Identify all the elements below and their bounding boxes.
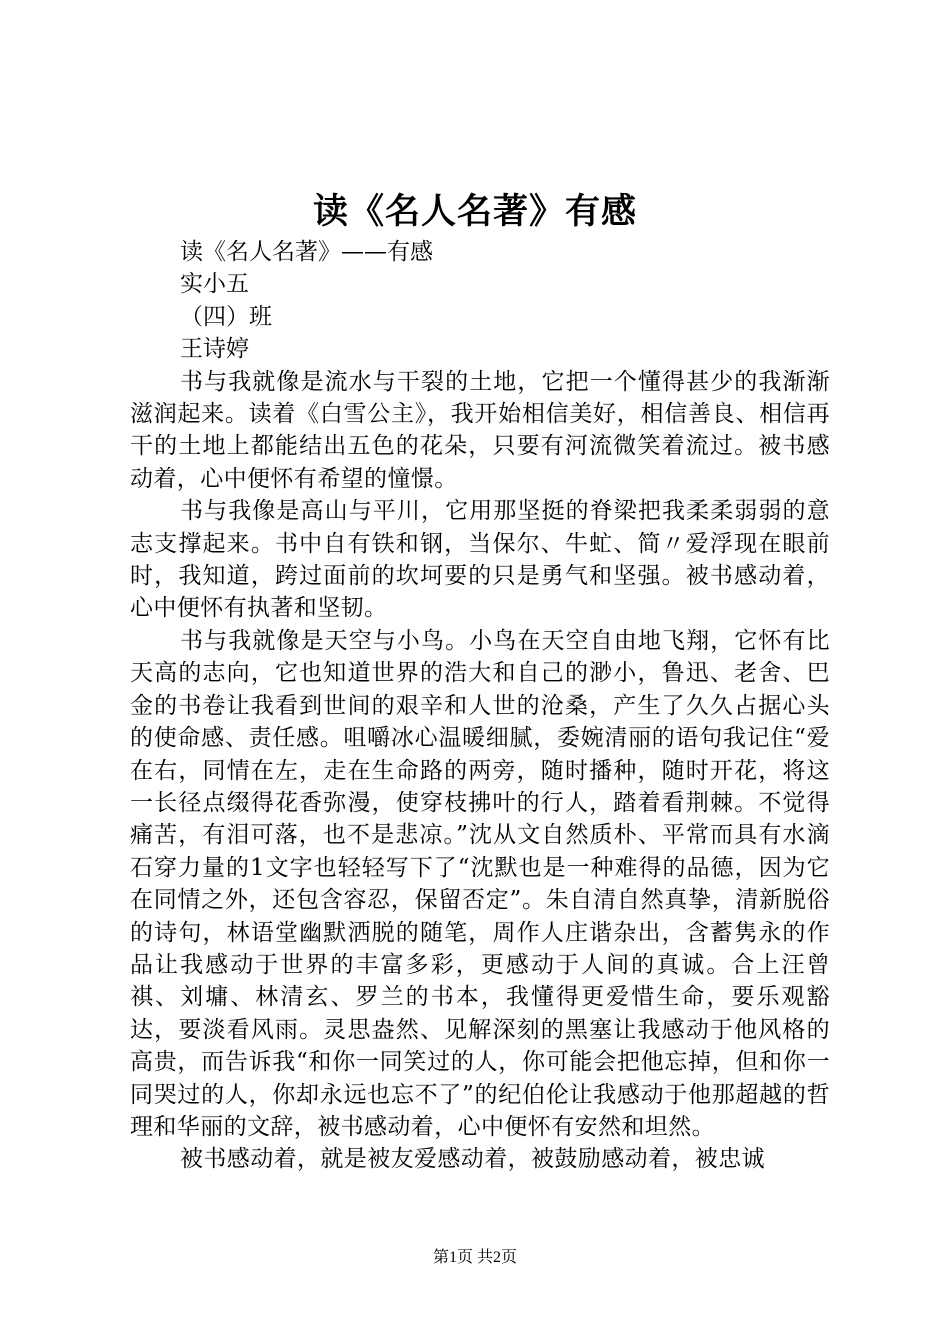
subtitle-line: 读《名人名著》——有感: [180, 239, 433, 265]
document-title: 读《名人名著》有感: [312, 192, 637, 232]
paragraph: 书与我像是高山与平川，它用那坚挺的脊梁把我柔柔弱弱的意志支撑起来。书中自有铁和钢，当保尔、牛虻、简〃爱浮现在眼前时，我知道，跨过面前的坎坷要的只是勇气和坚强。被书感动着，心中便怀有执著和坚韧。: [130, 498, 830, 622]
paragraph: 书与我就像是天空与小鸟。小鸟在天空自由地飞翔，它怀有比天高的志向，它也知道世界的浩大和自己的渺小，鲁迅、老舍、巴金的书卷让我看到世间的艰辛和人世的沧桑，产生了久久占据心头的使命感、责任感。咀嚼冰心温暖细腻，委婉清丽的语句我记住“爱在右，同情在左，走在生命路的两旁，随时播种，随时开花，将这一长径点缀得花香弥漫，使穿枝拂叶的行人，踏着看荆棘。不觉得痛苦，有泪可落，也不是悲凉。”沈从文自然质朴、平常而具有水滴石穿力量的1文字也轻轻写下了“沈默也是一种难得的品德，因为它在同情之外，还包含容忍，保留否定”。朱自清自然真挚，清新脱俗的诗句，林语堂幽默洒脱的随笔，周作人庄谐杂出，含蓄隽永的作品让我感动于世界的丰富多彩，更感动于人间的真诚。合上汪曾祺、刘墉、林清玄、罗兰的书本，我懂得更爱惜生命，要乐观豁达，要淡看风雨。灵思盎然、见解深刻的黑塞让我感动于他风格的高贵，而告诉我“和你一同笑过的人，你可能会把他忘掉，但和你一同哭过的人，你却永远也忘不了”的纪伯伦让我感动于他那超越的哲理和华丽的文辞，被书感动着，心中便怀有安然和坦然。: [130, 627, 830, 1140]
class-line: （四）班: [180, 303, 272, 330]
author-line: 王诗婷: [180, 336, 249, 363]
school-line: 实小五: [180, 271, 249, 298]
paragraph: 被书感动着，就是被友爱感动着，被鼓励感动着，被忠诚: [180, 1146, 765, 1173]
paragraph: 书与我就像是流水与干裂的土地，它把一个懂得甚少的我渐渐滋润起来。读着《白雪公主》，我开始相信美好，相信善良、相信再干的土地上都能结出五色的花朵，只要有河流微笑着流过。被书感动着，心中便怀有希望的憧憬。: [130, 368, 830, 492]
page-footer: 第1页 共2页: [432, 1249, 517, 1266]
document-body: [130, 236, 830, 1176]
